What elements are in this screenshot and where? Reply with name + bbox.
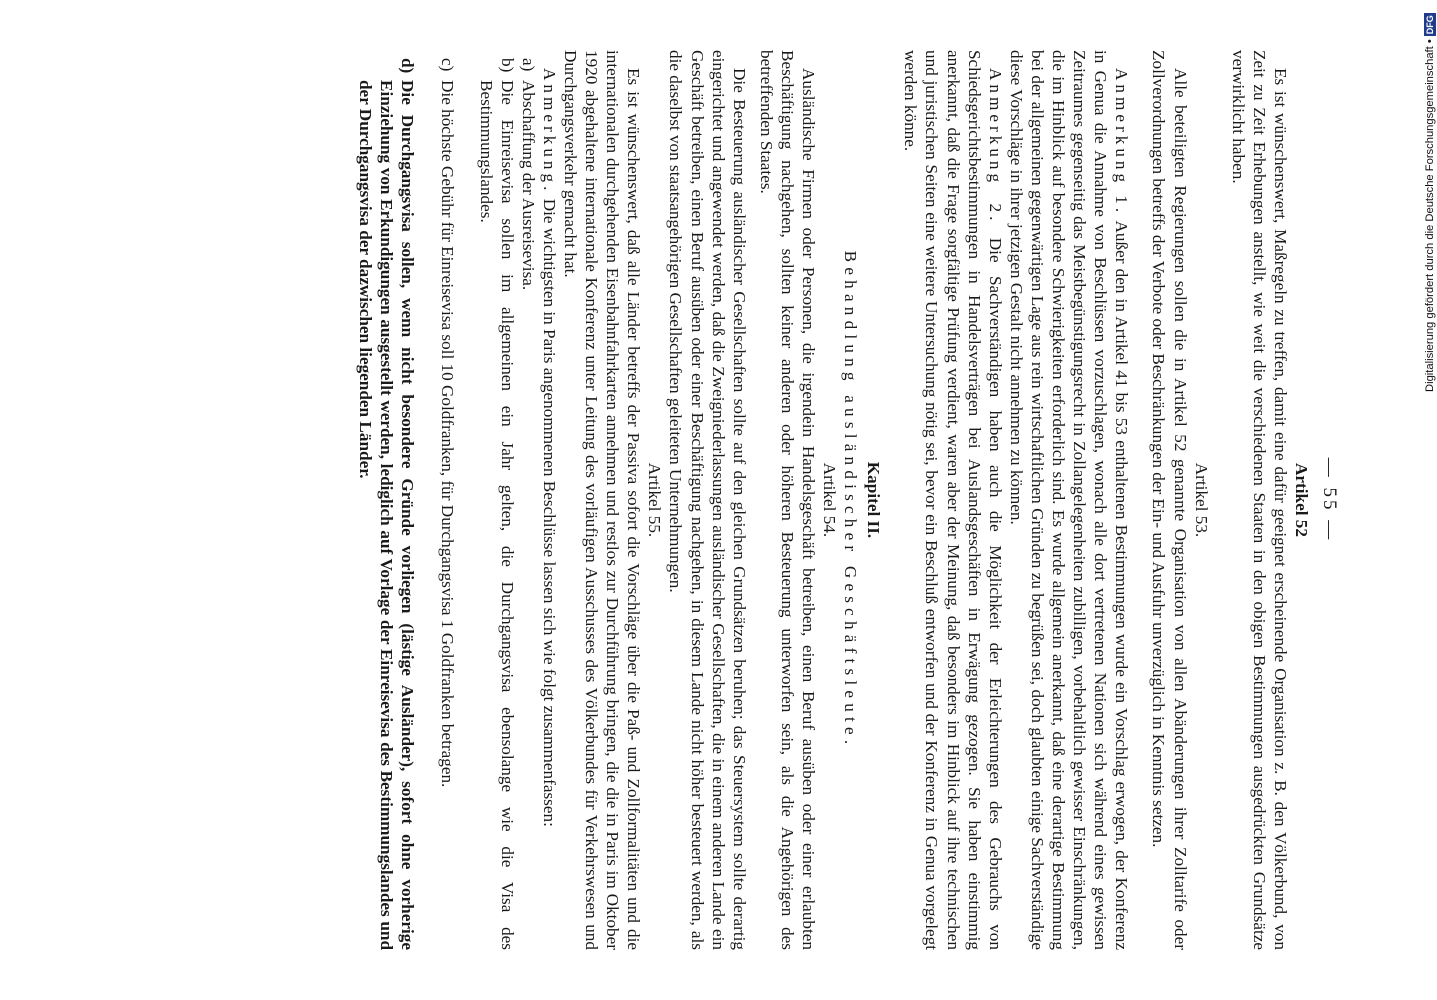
list-item-label: b) <box>497 58 517 73</box>
list-item <box>355 58 418 950</box>
note-1-text: Außer den in Artikel 41 bis 53 enthaltenen Bestimmungen wurde ein Vorschlag erwogen, der Konferenz in Genua die Annahme von Beschlüssen vorzuschlagen, wonach alle dort vertretenen Nationen sich während eines gewissen Zeitraumes gegenseitig das Meistbegünstigungsrecht in Zollangelegenheiten zubilligen, vorbehaltlich gewisser Einschränkungen, die im Hinblick auf besondere Schwierigkeiten erforderlich sind. Es wurde allgemein anerkannt, daß eine derartige Bestimmung bei der allgemeinen gegenwärtigen Lage aus rein wirtschaftlichen Gründen zu begrüßen sei, doch glaubten einige Sachverständige diese Vorschläge in ihrer jetzigen Gestalt nicht annehmen zu können. <box>1006 50 1132 950</box>
article-55-note <box>539 50 560 950</box>
note-text: Die wichtigsten in Paris angenommenen Beschlüsse lassen sich wie folgt zusammenfassen: <box>539 198 559 827</box>
list-item-label: a) <box>518 58 538 72</box>
list-item <box>476 58 518 950</box>
resolution-list <box>355 58 539 950</box>
chapter-subtitle: Behandlung ausländischer Geschäftsleute. <box>841 250 861 750</box>
article-52-text: Es ist wünschenswert, Maßregeln zu treffen, damit eine dafür geeignet erscheinende Organisation z. B. den Völkerbund, von Zeit zu Zeit Erhebungen anstellt, wie weit die verschiedenen Staaten in den obigen Bestimmungen ausgedrückten Grundsätze verwirklicht haben. <box>1228 50 1290 950</box>
article-53-text: Alle beteiligten Regierungen sollen die in Artikel 52 genannte Organisation von allen Abänderungen ihrer Zolltarife oder Zollverordnungen betreffs der Verbote oder Beschränkungen der Ein- und Ausfuhr unverzüglich in Kenntnis setzen. <box>1149 50 1190 950</box>
document-page <box>220 50 1340 950</box>
page-number: — 55 — <box>1319 457 1340 543</box>
article-54 <box>665 50 840 950</box>
article-54-text-2: Die Besteuerung ausländischer Gesellschaften sollte auf den gleichen Grundsätzen beruhen; das Steuersystem sollte derartig eingerichtet und angewendet werden, daß die Zweigniederlassungen ausländischer Gesellschaften, die in einem anderen Lande ein Geschäft betreiben, einen Beruf ausüben oder einer Beschäftigung nachgehen, in diesem Lande nicht höher besteuert werden, als die daselbst von staatsangehörigen Gesellschaften geleiteten Unternehmungen. <box>666 50 749 950</box>
list-item-text: Die Einreisevisa sollen im allgemeinen ein Jahr gelten, die Durchgangsvisa ebensolange wie die Visa des Bestimmungslandes. <box>476 80 517 950</box>
note-1-label: Anmerkung 1. <box>1112 68 1132 217</box>
digitization-credit <box>1423 0 1437 392</box>
article-55-text: Es ist wünschenswert, daß alle Länder betreffs der Passiva sofort die Vorschläge über die Paß- und Zollformalitäten und die internationalen durchgehenden Eisenbahnfahrkarten annehmen und restlos zur Durchführung bringen, die die in Paris im Oktober 1920 abgehaltene internationale Konferenz unter Leitung des vorläufigen Ausschusses des Völkerbundes für Verkehrswesen und Durchgangsverkehr gemacht hat. <box>561 50 644 950</box>
article-55 <box>355 50 665 950</box>
chapter-heading: Kapitel II. <box>864 461 884 539</box>
article-54-text-1: Ausländische Firmen oder Personen, die irgendein Handelsgeschäft betreiben, einen Beruf ausüben oder einer erlaubten Beschäftigung nachgehen, sollten keiner anderen oder höheren Besteuerung unterworfen sein, als die Angehörigen des betreffenden Staates. <box>756 50 819 950</box>
article-53 <box>900 50 1211 950</box>
article-53-note-1 <box>1006 50 1133 950</box>
list-item-text: Abschaffung der Ausreisevisa. <box>518 80 538 291</box>
dfg-logo: DFG <box>1425 15 1435 35</box>
list-item-text: Die höchste Gebühr für Einreisevisa soll 10 Goldfranken, für Durchgangsvisa 1 Goldfranken betragen. <box>437 80 457 788</box>
article-55-heading: Artikel 55. <box>645 462 665 538</box>
list-item-label: d) <box>398 58 418 74</box>
note-label: Anmerkung. <box>539 68 559 195</box>
article-52 <box>1228 50 1312 950</box>
list-item-text: Die Durchgangsvisa sollen, wenn nicht besondere Gründe vorliegen (lästige Ausländer), sofort ohne vorherige Einziehung von Erkundigungen ausgestellt werden, lediglich auf Vorlage der Einreisevisa des Bestimmungslandes und der Durchgangsvisa der dazwischen liegenden Länder. <box>356 80 418 950</box>
article-52-heading: Artikel 52 <box>1292 463 1311 537</box>
article-53-heading: Artikel 53. <box>1191 462 1211 538</box>
chapter-2 <box>840 50 884 950</box>
note-2-text: Die Sachverständigen haben auch die Möglichkeit der Erleichterungen des Gebrauchs von Schiedsgerichtsbestimmungen in Handelsverträgen bei Auslandsgeschäften in Erwägung gezogen. Sie haben einstimmig anerkannt, daß die Frage sorgfältige Prüfung verdient, waren aber der Meinung, daß besonders im Hinblick auf ihre technischen und juristischen Seiten eine weitere Untersuchung nötig sei, bevor ein Beschluß entworfen und der Konferenz in Genua vorgelegt werden könne. <box>901 50 1005 950</box>
credit-text: Digitalisierung gefördert durch die Deutsche Forschungsgemeinschaft • <box>1424 39 1436 392</box>
list-item-label: c) <box>437 58 457 72</box>
article-54-heading: Artikel 54. <box>820 462 840 538</box>
list-item <box>518 58 539 950</box>
list-item <box>436 58 457 950</box>
article-53-note-2 <box>900 50 1005 950</box>
note-2-label: Anmerkung 2. <box>985 68 1005 225</box>
